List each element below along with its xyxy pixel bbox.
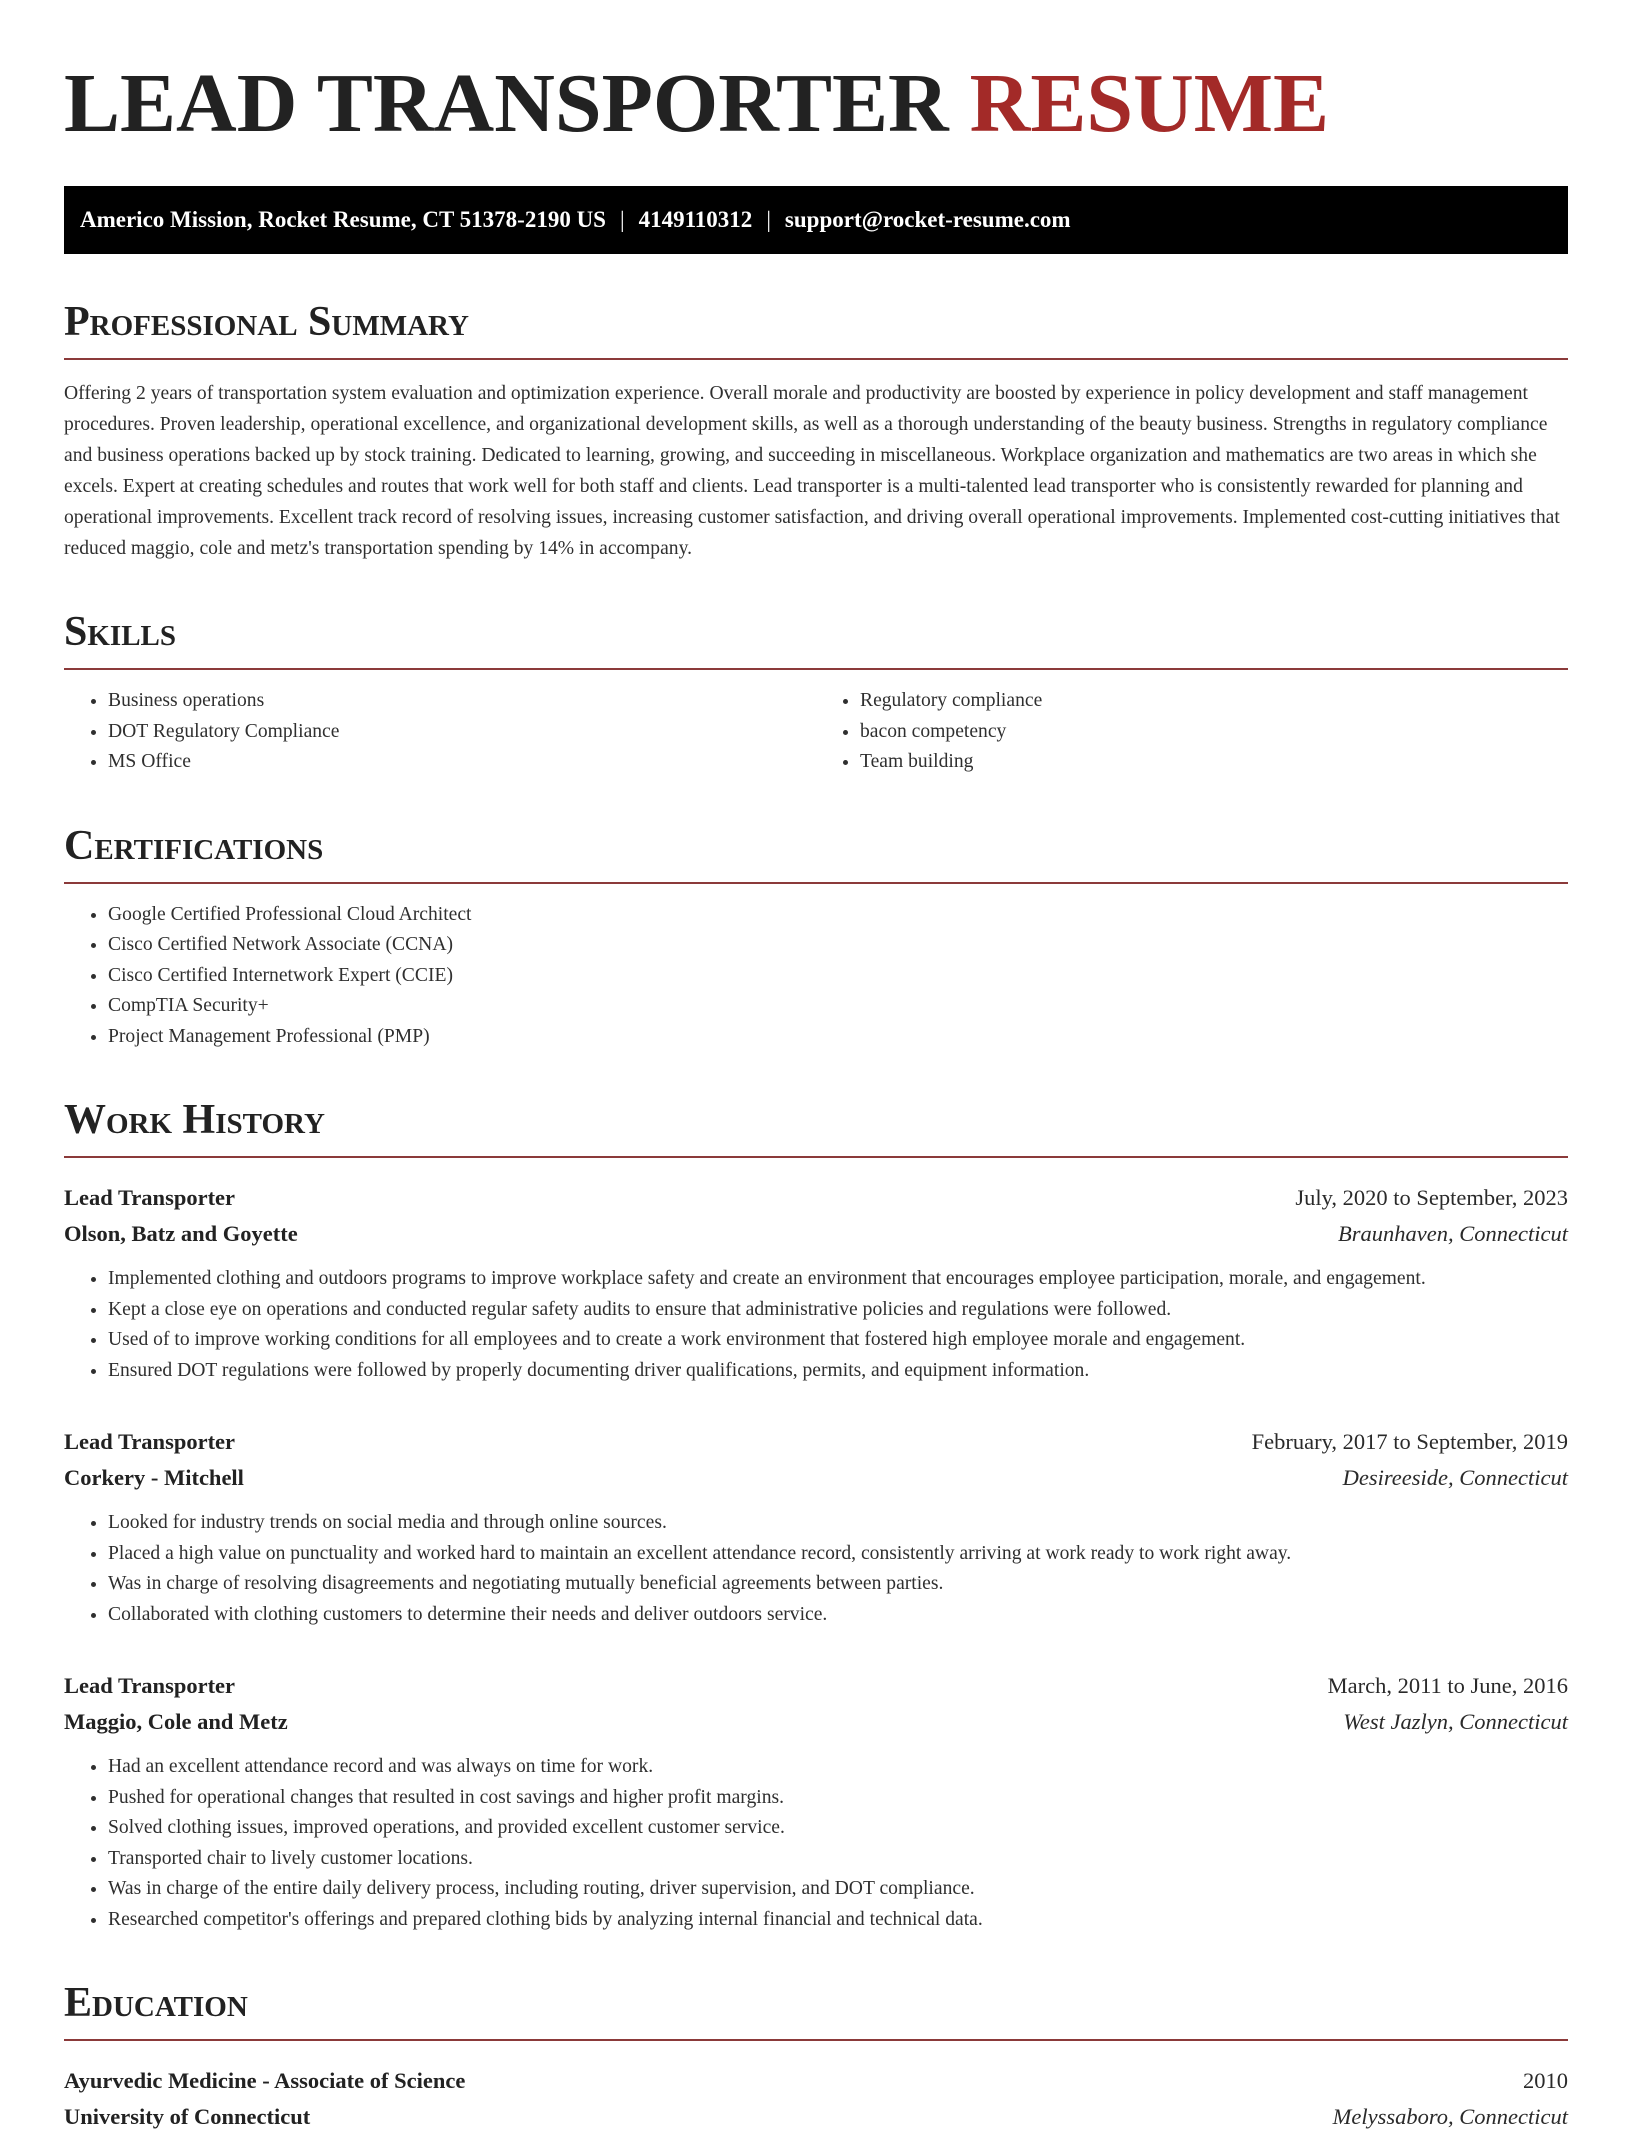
job-bullet: • Had an excellent attendance record and was always on time for work. xyxy=(108,1752,1568,1783)
job-company: Corkery - Mitchell xyxy=(64,1465,244,1490)
job-bullet: • Kept a close eye on operations and conducted regular safety audits to ensure that administrative policies and regulations were followed. xyxy=(108,1295,1568,1326)
job-dates: February, 2017 to September, 2019 xyxy=(1251,1429,1568,1454)
job-bullet: • Used of to improve working conditions for all employees and to create a work environment that fostered high employee morale and engagement. xyxy=(108,1325,1568,1356)
skills-section xyxy=(64,608,1568,778)
certifications-section xyxy=(64,822,1568,1053)
skill-item: • Business operations xyxy=(108,686,816,717)
section-title: Skills xyxy=(64,608,1568,670)
job-bullet: • Pushed for operational changes that resulted in cost savings and higher profit margins. xyxy=(108,1783,1568,1814)
job-bullet: • Collaborated with clothing customers to determine their needs and deliver outdoors service. xyxy=(108,1600,1568,1631)
certifications-list xyxy=(64,900,1568,1053)
job-bullet: • Solved clothing issues, improved operations, and provided excellent customer service. xyxy=(108,1813,1568,1844)
certification-item: • Cisco Certified Network Associate (CCNA) xyxy=(108,930,1568,961)
contact-phone: 4149110312 xyxy=(638,207,753,232)
job-entry xyxy=(64,1180,1568,1386)
resume-title xyxy=(64,56,1568,152)
skill-item: • DOT Regulatory Compliance xyxy=(108,717,816,748)
title-main: LEAD TRANSPORTER xyxy=(64,57,949,150)
contact-bar xyxy=(64,186,1568,254)
job-entry xyxy=(64,1424,1568,1630)
job-company: Maggio, Cole and Metz xyxy=(64,1709,288,1734)
job-bullets xyxy=(64,1508,1568,1630)
job-bullets xyxy=(64,1264,1568,1386)
section-title: Certifications xyxy=(64,822,1568,884)
job-dates: March, 2011 to June, 2016 xyxy=(1327,1673,1568,1698)
contact-address: Americo Mission, Rocket Resume, CT 51378-2190 US xyxy=(80,207,606,232)
job-bullet: • Was in charge of the entire daily delivery process, including routing, driver supervision, and DOT compliance. xyxy=(108,1874,1568,1905)
job-location: Desireeside, Connecticut xyxy=(1342,1465,1568,1490)
job-bullets xyxy=(64,1752,1568,1935)
education-location: Melyssaboro, Connecticut xyxy=(1332,2104,1568,2129)
section-title: Professional Summary xyxy=(64,298,1568,360)
skills-list-left xyxy=(64,686,816,778)
job-bullet: • Looked for industry trends on social media and through online sources. xyxy=(108,1508,1568,1539)
education-degree: Ayurvedic Medicine - Associate of Science xyxy=(64,2068,466,2093)
skill-item: • Team building xyxy=(860,747,1568,778)
skills-list-right xyxy=(816,686,1568,778)
certification-item: • CompTIA Security+ xyxy=(108,991,1568,1022)
contact-email: support@rocket-resume.com xyxy=(784,207,1071,232)
education-entry xyxy=(64,2063,1568,2135)
title-accent: RESUME xyxy=(969,57,1330,150)
job-bullet: • Ensured DOT regulations were followed by properly documenting driver qualifications, permits, and equipment information. xyxy=(108,1356,1568,1387)
job-entry xyxy=(64,1668,1568,1935)
work-history-section xyxy=(64,1096,1568,1935)
summary-text: Offering 2 years of transportation system evaluation and optimization experience. Overall morale and productivity are boosted by experience in policy development and staff management procedures. Proven leadership, operational excellence, and organizational development skills, as well as a thorough understanding of the beauty business. Strengths in regulatory compliance and business operations backed up by stock training. Dedicated to learning, growing, and succeeding in miscellaneous. Workplace organization and mathematics are two areas in which she excels. Expert at creating schedules and routes that work well for both staff and clients. Lead transporter is a multi-talented lead transporter who is consistently rewarded for planning and operational improvements. Excellent track record of resolving issues, increasing customer satisfaction, and driving overall operational improvements. Implemented cost-cutting initiatives that reduced maggio, cole and metz's transportation spending by 14% in accompany. xyxy=(64,383,1560,559)
certification-item: • Google Certified Professional Cloud Architect xyxy=(108,900,1568,931)
contact-separator: | xyxy=(619,207,625,232)
job-location: Braunhaven, Connecticut xyxy=(1338,1221,1568,1246)
skill-item: • MS Office xyxy=(108,747,816,778)
job-company: Olson, Batz and Goyette xyxy=(64,1221,298,1246)
certification-item: • Project Management Professional (PMP) xyxy=(108,1022,1568,1053)
summary-section xyxy=(64,298,1568,564)
section-title: Education xyxy=(64,1979,1568,2041)
job-dates: July, 2020 to September, 2023 xyxy=(1295,1185,1568,1210)
job-bullet: • Transported chair to lively customer locations. xyxy=(108,1844,1568,1875)
skill-item: • Regulatory compliance xyxy=(860,686,1568,717)
job-title: Lead Transporter xyxy=(64,1673,236,1698)
job-title: Lead Transporter xyxy=(64,1185,236,1210)
job-bullet: • Placed a high value on punctuality and worked hard to maintain an excellent attendance record, consistently arriving at work ready to work right away. xyxy=(108,1539,1568,1570)
job-location: West Jazlyn, Connecticut xyxy=(1343,1709,1568,1734)
section-title: Work History xyxy=(64,1096,1568,1158)
skill-item: • bacon competency xyxy=(860,717,1568,748)
job-bullet: • Implemented clothing and outdoors programs to improve workplace safety and create an environment that encourages employee participation, morale, and engagement. xyxy=(108,1264,1568,1295)
skills-grid xyxy=(64,686,1568,778)
education-year: 2010 xyxy=(1523,2068,1568,2093)
education-school: University of Connecticut xyxy=(64,2104,311,2129)
job-title: Lead Transporter xyxy=(64,1429,236,1454)
contact-separator: | xyxy=(766,207,771,232)
job-bullet: • Was in charge of resolving disagreements and negotiating mutually beneficial agreements between parties. xyxy=(108,1569,1568,1600)
certification-item: • Cisco Certified Internetwork Expert (CCIE) xyxy=(108,961,1568,992)
job-bullet: • Researched competitor's offerings and prepared clothing bids by analyzing internal financial and technical data. xyxy=(108,1905,1568,1936)
